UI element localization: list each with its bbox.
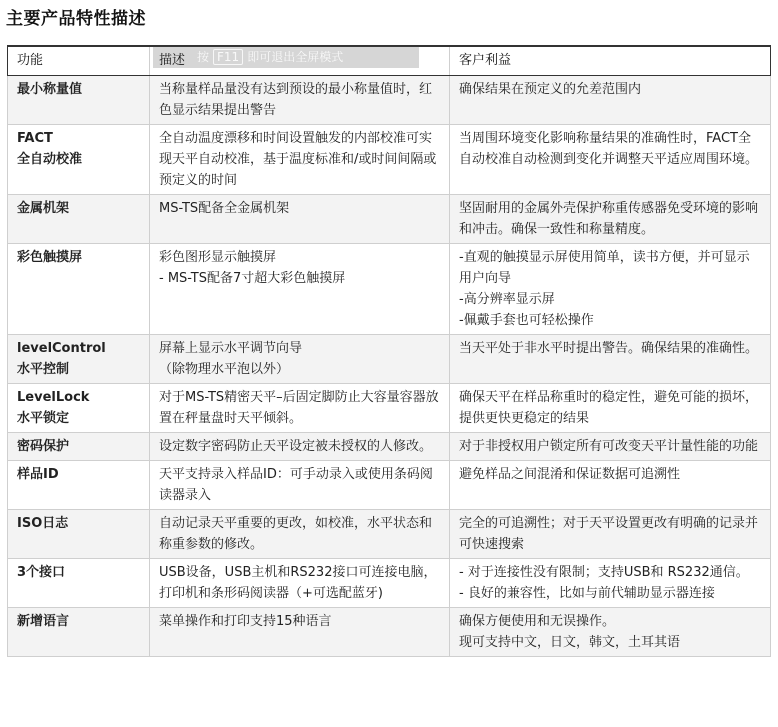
description-cell — [150, 76, 450, 125]
benefit-text: -直观的触摸显示屏使用简单，读书方便，并可显示用户向导 — [459, 250, 750, 286]
table-row — [8, 608, 771, 657]
feature-cell — [8, 335, 150, 384]
description-text: 彩色图形显示触摸屏 — [159, 250, 277, 265]
table-header-row — [8, 46, 771, 76]
benefit-text: 现可支持中文，日文，韩文，土耳其语 — [459, 635, 681, 650]
benefit-text: 确保结果在预定义的允差范围内 — [459, 82, 642, 97]
benefit-text: 确保天平在样品称重时的稳定性，避免可能的损坏，提供更快更稳定的结果 — [459, 390, 759, 426]
description-text: （除物理水平泡以外） — [159, 362, 290, 377]
description-cell — [150, 510, 450, 559]
table-row — [8, 559, 771, 608]
table-body — [8, 76, 771, 657]
feature-text: 最小称量值 — [17, 82, 83, 97]
feature-text: 水平锁定 — [17, 411, 70, 426]
description-text: 当称量样品量没有达到预设的最小称量值时，红色显示结果提出警告 — [159, 82, 433, 118]
description-text: 自动记录天平重要的更改，如校准，水平状态和称重参数的修改。 — [159, 516, 433, 552]
feature-text: 彩色触摸屏 — [17, 250, 83, 265]
description-cell — [150, 461, 450, 510]
benefit-text: 坚固耐用的金属外壳保护称重传感器免受环境的影响和冲击。确保一致性和称量精度。 — [459, 201, 759, 237]
description-cell — [150, 244, 450, 335]
benefit-text: - 对于连接性没有限制；支持USB和 RS232通信。 — [459, 565, 749, 580]
table-row — [8, 125, 771, 195]
benefit-cell — [450, 510, 771, 559]
feature-text: FACT — [17, 131, 53, 146]
feature-text: LevelLock — [17, 390, 90, 405]
benefit-text: -高分辨率显示屏 — [459, 292, 555, 307]
benefit-text: 对于非授权用户锁定所有可改变天平计量性能的功能 — [459, 439, 759, 454]
page-title: 主要产品特性描述 — [6, 9, 146, 29]
feature-cell — [8, 510, 150, 559]
benefit-text: 避免样品之间混淆和保证数据可追溯性 — [459, 467, 681, 482]
header-feature: 功能 — [8, 46, 150, 76]
description-cell — [150, 608, 450, 657]
f11-key-badge: F11 — [213, 49, 243, 65]
description-text: 菜单操作和打印支持15种语言 — [159, 614, 332, 629]
description-text: MS-TS配备全金属机架 — [159, 201, 290, 216]
hint-suffix: 即可退出全屏模式 — [247, 50, 344, 64]
benefit-text: 确保方便使用和无误操作。 — [459, 614, 616, 629]
benefit-cell — [450, 608, 771, 657]
description-text: 天平支持录入样品ID：可手动录入或使用条码阅读器录入 — [159, 467, 433, 503]
description-text: 设定数字密码防止天平设定被未授权的人修改。 — [159, 439, 433, 454]
feature-text: 3个接口 — [17, 565, 66, 580]
benefit-text: -佩戴手套也可轻松操作 — [459, 313, 594, 328]
feature-text: 全自动校准 — [17, 152, 83, 167]
feature-cell — [8, 76, 150, 125]
feature-text: ISO日志 — [17, 516, 69, 531]
header-benefit: 客户利益 — [450, 46, 771, 76]
feature-cell — [8, 608, 150, 657]
table-row — [8, 76, 771, 125]
description-text: 全自动温度漂移和时间设置触发的内部校准可实现天平自动校准，基于温度标准和/或时间间隔或预定义的时间 — [159, 131, 437, 188]
description-text: 屏幕上显示水平调节向导 — [159, 341, 303, 356]
feature-cell — [8, 461, 150, 510]
feature-text: 水平控制 — [17, 362, 70, 377]
benefit-text: 当周围环境变化影响称量结果的准确性时，FACT全自动校准自动检测到变化并调整天平适应周围环境。 — [459, 131, 759, 167]
table-row — [8, 244, 771, 335]
table-row — [8, 510, 771, 559]
description-text: - MS-TS配备7寸超大彩色触摸屏 — [159, 271, 346, 286]
hint-prefix: 按 — [197, 50, 210, 64]
table-row — [8, 461, 771, 510]
table-row — [8, 195, 771, 244]
feature-cell — [8, 195, 150, 244]
table-row — [8, 433, 771, 461]
feature-text: levelControl — [17, 341, 106, 356]
feature-cell — [8, 559, 150, 608]
description-cell — [150, 384, 450, 433]
description-cell — [150, 125, 450, 195]
benefit-cell — [450, 76, 771, 125]
benefit-cell — [450, 125, 771, 195]
benefit-cell — [450, 461, 771, 510]
benefit-cell — [450, 244, 771, 335]
feature-text: 样品ID — [17, 467, 59, 482]
description-cell — [150, 559, 450, 608]
table-row — [8, 384, 771, 433]
benefit-cell — [450, 433, 771, 461]
benefit-cell — [450, 335, 771, 384]
benefit-cell — [450, 195, 771, 244]
description-text: USB设备，USB主机和RS232接口可连接电脑，打印机和条形码阅读器（+可选配蓝牙) — [159, 565, 437, 601]
feature-table — [7, 45, 771, 657]
benefit-cell — [450, 384, 771, 433]
benefit-text: 完全的可追溯性；对于天平设置更改有明确的记录并可快速搜索 — [459, 516, 759, 552]
feature-cell — [8, 433, 150, 461]
description-text: 对于MS-TS精密天平–后固定脚防止大容量容器放置在秤量盘时天平倾斜。 — [159, 390, 439, 426]
description-cell — [150, 335, 450, 384]
feature-cell — [8, 244, 150, 335]
feature-text: 密码保护 — [17, 439, 70, 454]
feature-cell — [8, 384, 150, 433]
feature-text: 金属机架 — [17, 201, 70, 216]
benefit-text: 当天平处于非水平时提出警告。确保结果的准确性。 — [459, 341, 759, 356]
benefit-cell — [450, 559, 771, 608]
benefit-text: - 良好的兼容性，比如与前代辅助显示器连接 — [459, 586, 715, 601]
description-cell — [150, 433, 450, 461]
description-cell — [150, 195, 450, 244]
feature-text: 新增语言 — [17, 614, 70, 629]
feature-cell — [8, 125, 150, 195]
header-description: 描述 — [150, 46, 450, 76]
table-row — [8, 335, 771, 384]
